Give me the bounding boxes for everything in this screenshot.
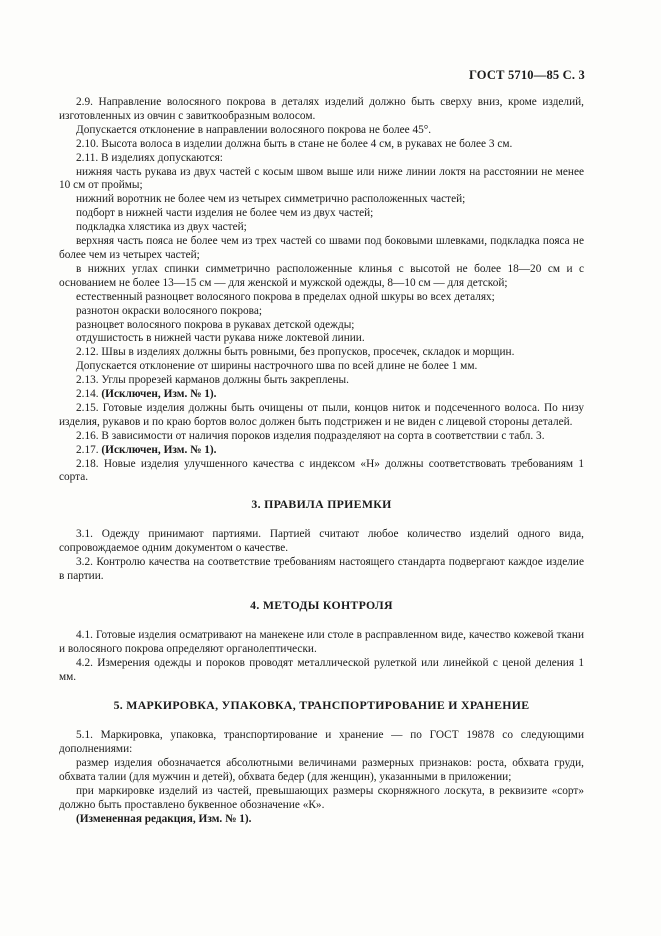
list-item: нижний воротник не более чем из четырех симметрично расположенных частей;: [76, 193, 466, 206]
section-4-title: 4. МЕТОДЫ КОНТРОЛЯ: [250, 597, 393, 612]
clause-2-12: 2.12. Швы в изделиях должны быть ровными, без пропусков, просечек, складок и морщин.: [76, 346, 515, 359]
section-3-title: 3. ПРАВИЛА ПРИЕМКИ: [251, 497, 392, 512]
section-2-continuation: [59, 96, 584, 485]
clause-2-9: 2.9. Направление волосяного покрова в деталях изделий должно быть сверху вниз, кроме изделий, изготовленных из овчин с завиткообразным волосом.: [59, 96, 584, 122]
list-item: разнотон окраски волосяного покрова;: [76, 304, 263, 317]
list-item: подкладка хлястика из двух частей;: [76, 221, 247, 234]
clause-text: Допускается отклонение от ширины настрочного шва по всей длине не более 1 мм.: [76, 360, 478, 373]
list-item: отдушистость в нижней части рукава ниже локтевой линии.: [76, 332, 365, 345]
clause-4-2: 4.2. Измерения одежды и пороков проводят металлической рулеткой или линейкой с ценой деления 1 мм.: [59, 656, 584, 683]
list-item: при маркировке изделий из частей, превышающих размеры скорняжного лоскута, в реквизите «сорт» должно быть проставлено буквенное обозначение «К».: [59, 784, 584, 811]
clause-2-17: [59, 444, 584, 458]
clause-2-16: 2.16. В зависимости от наличия пороков изделия подразделяют на сорта в соответствии с табл. 3.: [76, 429, 545, 442]
list-item: в нижних углах спинки симметрично расположенные клинья с высотой не более 18—20 см и с основанием не более 13—15 см — для женской и мужской одежды, 8—10 см — для детской;: [59, 262, 584, 289]
section-5-title: 5. МАРКИРОВКА, УПАКОВКА, ТРАНСПОРТИРОВАНИЕ И ХРАНЕНИЕ: [113, 698, 530, 713]
list-item: подборт в нижней части изделия не более чем из двух частей;: [76, 207, 374, 220]
list-item: верхняя часть пояса не более чем из трех частей со швами под боковыми шлевками, подкладка пояса не более чем из четырех частей;: [59, 235, 584, 261]
clause-number: 2.17.: [76, 443, 99, 456]
clause-2-10: 2.10. Высота волоса в изделии должна быть в стане не более 4 см, в рукавах не более 3 см.: [76, 137, 513, 150]
amendment-note: (Измененная редакция, Изм. № 1).: [76, 812, 252, 825]
list-item: нижняя часть рукава из двух частей с косым швом выше или ниже линии локтя на расстоянии не менее 10 см от проймы;: [59, 165, 584, 192]
list-item: естественный разноцвет волосяного покрова в пределах одной шкуры во всех деталях;: [76, 290, 495, 303]
amendment-note: (Исключен, Изм. № 1).: [101, 443, 217, 456]
clause-2-14: [59, 388, 584, 402]
clause-2-18: 2.18. Новые изделия улучшенного качества с индексом «Н» должны соответствовать требованиям 1 сорта.: [59, 457, 584, 484]
list-item: размер изделия обозначается абсолютными величинами размерных признаков: роста, обхвата груди, обхвата талии (для мужчин и детей), обхвата бедер (для женщин), указанными в приложении;: [59, 757, 584, 784]
clause-2-15: 2.15. Готовые изделия должны быть очищены от пыли, концов ниток и подсеченного волоса. По низу изделия, рукавов и по краю бортов волос должен быть подстрижен и не виден с лицевой стороны деталей.: [59, 401, 584, 428]
list-item: разноцвет волосяного покрова в рукавах детской одежды;: [76, 318, 355, 331]
page-header: ГОСТ 5710—85 С. 3: [468, 68, 585, 82]
amendment-note: (Исключен, Изм. № 1).: [101, 388, 217, 401]
clause-text: Допускается отклонение в направлении волосяного покрова не более 45°.: [76, 123, 432, 136]
clause-number: 2.14.: [76, 388, 99, 401]
document-body: [59, 96, 584, 827]
clause-3-1: 3.1. Одежду принимают партиями. Партией считают любое количество изделий одного вида, сопровождаемое одним документом о качестве.: [59, 528, 584, 555]
clause-3-2: 3.2. Контролю качества на соответствие требованиям настоящего стандарта подвергают каждое изделие в партии.: [59, 556, 584, 582]
clause-4-1: 4.1. Готовые изделия осматривают на манекене или столе в расправленном виде, качество кожевой ткани и волосяного покрова определяют органолептически.: [59, 628, 584, 655]
clause-2-13: 2.13. Углы прорезей карманов должны быть закреплены.: [76, 374, 349, 387]
clause-5-1: 5.1. Маркировка, упаковка, транспортирование и хранение — по ГОСТ 19878 со следующими дополнениями:: [59, 729, 584, 756]
clause-2-11: 2.11. В изделиях допускаются:: [76, 151, 223, 164]
